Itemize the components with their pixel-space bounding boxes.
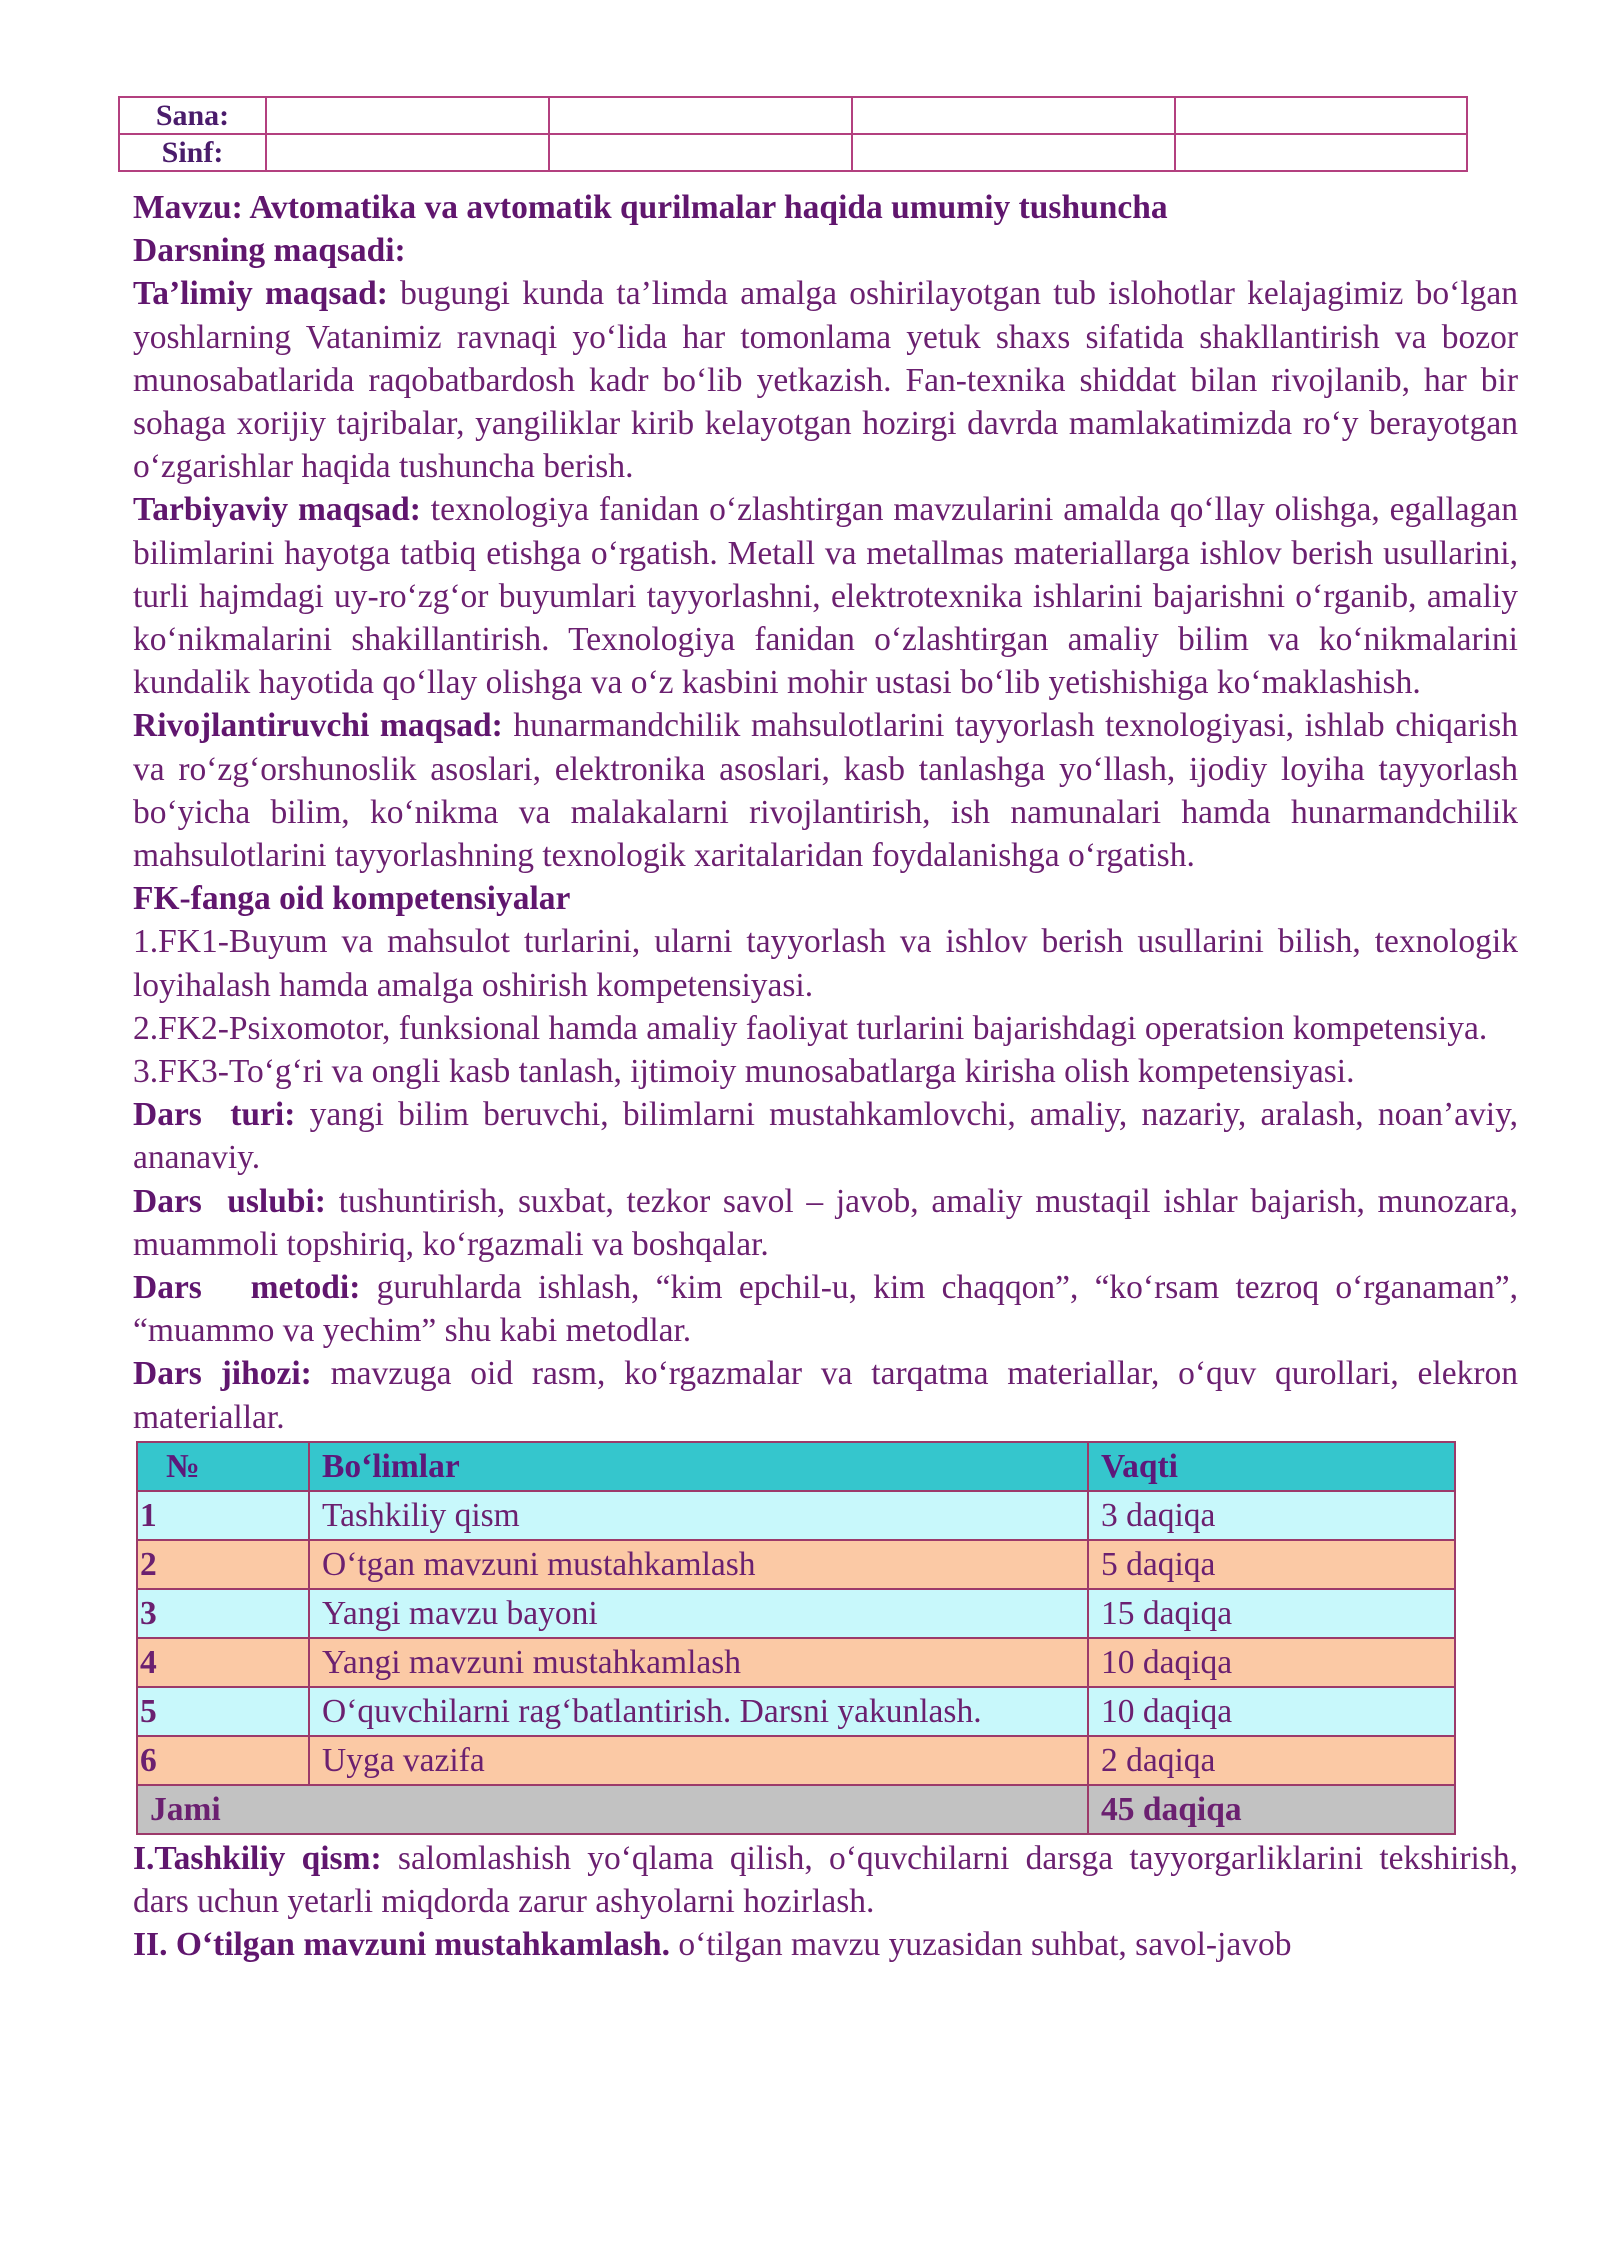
lesson-type <box>133 1093 1518 1179</box>
row-time: 2 daqiqa <box>1088 1736 1455 1785</box>
row-time: 5 daqiqa <box>1088 1540 1455 1589</box>
total-label: Jami <box>137 1785 1088 1834</box>
row-number: 4 <box>137 1638 309 1687</box>
developmental-goal <box>133 704 1518 877</box>
row-time: 10 daqiqa <box>1088 1638 1455 1687</box>
educational-goal-text: bugungi kunda ta’limda amalga oshirilayotgan tub islohotlar kelajagimiz bo‘lgan yoshlarning Vatanimiz ravnaqi yo‘lida har tomonlama yetuk shaxs sifatida shakllantirish va bozor munosabatlarida raqobatbardosh kadr bo‘lib yetkazish. Fan-texnika shiddat bilan rivojlanib, har bir sohaga xorijiy tajribalar, yangiliklar kirib kelayotgan hozirgi davrda mamlakatimizda ro‘y berayotgan o‘zgarishlar haqida tushuncha berish. <box>133 275 1518 486</box>
competencies-heading: FK-fanga oid kompetensiyalar <box>133 880 571 918</box>
educational-goal-label: Ta’limiy maqsad: <box>133 275 388 313</box>
sana-row <box>119 97 1467 134</box>
total-time: 45 daqiqa <box>1088 1785 1455 1834</box>
lesson-style-label: Dars uslubi: <box>133 1182 326 1220</box>
table-row <box>137 1589 1455 1638</box>
total-row <box>137 1785 1455 1834</box>
table-row <box>137 1638 1455 1687</box>
empty-cell <box>1175 97 1467 134</box>
lesson-type-text: yangi bilim beruvchi, bilimlarni mustahkamlovchi, amaliy, nazariy, aralash, noan’aviy, ananaviy. <box>133 1096 1519 1177</box>
lesson-equipment-label: Dars jihozi: <box>133 1355 312 1393</box>
organizational-part-text: salomlashish yo‘qlama qilish, o‘quvchilarni darsga tayyorgarliklarini tekshirish, dars uchun yetarli miqdorda zarur ashyolarni hozirlash. <box>133 1839 1519 1921</box>
table-row <box>137 1540 1455 1589</box>
lesson-plan-table <box>136 1441 1456 1835</box>
competency-item: 2.FK2-Psixomotor, funksional hamda amaliy faoliyat turlarini bajarishdagi operatsion kompetensiya. <box>133 1009 1488 1047</box>
row-number: 1 <box>137 1491 309 1540</box>
organizational-part <box>133 1837 1518 1923</box>
topic-line <box>133 186 1518 229</box>
educational-goal <box>133 272 1518 488</box>
topic-label: Mavzu: <box>133 189 243 226</box>
table-row <box>137 1687 1455 1736</box>
lesson-style <box>133 1180 1518 1266</box>
date-class-table <box>118 96 1468 172</box>
row-section: O‘quvchilarni rag‘batlantirish. Darsni yakunlash. <box>309 1687 1088 1736</box>
row-number: 2 <box>137 1540 309 1589</box>
upbringing-goal <box>133 488 1518 704</box>
header-sections: Bo‘limlar <box>309 1442 1088 1491</box>
row-section: Tashkiliy qism <box>309 1491 1088 1540</box>
empty-cell <box>549 97 852 134</box>
table-row <box>137 1736 1455 1785</box>
lesson-type-label: Dars turi: <box>133 1096 296 1134</box>
plan-header-row <box>137 1442 1455 1491</box>
header-time: Vaqti <box>1088 1442 1455 1491</box>
sinf-row <box>119 134 1467 171</box>
row-section: Yangi mavzuni mustahkamlash <box>309 1638 1088 1687</box>
lesson-method <box>133 1266 1518 1352</box>
upbringing-goal-text: texnologiya fanidan o‘zlashtirgan mavzularini amalda qo‘llay olishga, egallagan bilimlarini hayotga tatbiq etishga o‘rgatish. Metall va metallmas materiallarga ishlov berish usullarini, turli hajmdagi uy-ro‘zg‘or buyumlari tayyorlashni, elektrotexnika ishlarini bajarishni o‘rganib, amaliy ko‘nikmalarini shakillantirish. Texnologiya fanidan o‘zlashtirgan amaliy bilim va ko‘nikmalarini kundalik hayotida qo‘llay olishga va o‘z kasbini mohir ustasi bo‘lib yetishishiga ko‘maklashish. <box>133 491 1518 702</box>
empty-cell <box>266 134 549 171</box>
row-number: 3 <box>137 1589 309 1638</box>
lesson-style-text: tushuntirish, suxbat, tezkor savol – javob, amaliy mustaqil ishlar bajarish, munozara, muammoli topshiriq, ko‘rgazmali va boshqalar. <box>133 1182 1518 1263</box>
empty-cell <box>266 97 549 134</box>
sana-label: Sana: <box>119 97 266 134</box>
row-time: 10 daqiqa <box>1088 1687 1455 1736</box>
row-time: 3 daqiqa <box>1088 1491 1455 1540</box>
lesson-method-label: Dars metodi: <box>133 1269 361 1307</box>
review-part-label: II. O‘tilgan mavzuni mustahkamlash. <box>133 1926 671 1964</box>
sinf-label: Sinf: <box>119 134 266 171</box>
lesson-equipment <box>133 1352 1518 1438</box>
empty-cell <box>549 134 852 171</box>
review-part <box>133 1923 1518 1966</box>
competency-item: 1.FK1-Buyum va mahsulot turlarini, ularni tayyorlash va ishlov berish usullarini bilish, texnologik loyihalash hamda amalga oshirish kompetensiyasi. <box>133 923 1518 1004</box>
upbringing-goal-label: Tarbiyaviy maqsad: <box>133 491 421 529</box>
lesson-content <box>133 186 1518 1967</box>
developmental-goal-text: hunarmandchilik mahsulotlarini tayyorlash texnologiyasi, ishlab chiqarish va ro‘zg‘orshunoslik asoslari, elektronika asoslari, kasb tanlashga yo‘llash, ijodiy loyiha tayyorlash bo‘yicha bilim, ko‘nikma va malakalarni rivojlantirish, ish namunalari hamda hunarmandchilik mahsulotlarini tayyorlashning texnologik xaritalaridan foydalanishga o‘rgatish. <box>133 707 1518 875</box>
lesson-method-text: guruhlarda ishlash, “kim epchil-u, kim chaqqon”, “ko‘rsam tezroq o‘rganaman”, “muammo va yechim” shu kabi metodlar. <box>133 1269 1519 1350</box>
row-time: 15 daqiqa <box>1088 1589 1455 1638</box>
row-section: Uyga vazifa <box>309 1736 1088 1785</box>
topic-text: Avtomatika va avtomatik qurilmalar haqida umumiy tushuncha <box>249 189 1168 226</box>
row-section: Yangi mavzu bayoni <box>309 1589 1088 1638</box>
competency-item: 3.FK3-To‘g‘ri va ongli kasb tanlash, ijtimoiy munosabatlarga kirisha olish kompetensiyasi. <box>133 1053 1355 1091</box>
empty-cell <box>1175 134 1467 171</box>
goals-heading: Darsning maqsadi: <box>133 232 406 270</box>
row-number: 6 <box>137 1736 309 1785</box>
empty-cell <box>852 97 1175 134</box>
row-section: O‘tgan mavzuni mustahkamlash <box>309 1540 1088 1589</box>
table-row <box>137 1491 1455 1540</box>
review-part-text: o‘tilgan mavzu yuzasidan suhbat, savol-javob <box>678 1926 1292 1964</box>
organizational-part-label: I.Tashkiliy qism: <box>133 1839 382 1877</box>
lesson-equipment-text: mavzuga oid rasm, ko‘rgazmalar va tarqatma materiallar, o‘quv qurollari, elekron materiallar. <box>133 1355 1518 1436</box>
row-number: 5 <box>137 1687 309 1736</box>
developmental-goal-label: Rivojlantiruvchi maqsad: <box>133 707 503 745</box>
empty-cell <box>852 134 1175 171</box>
header-number: № <box>137 1442 309 1491</box>
